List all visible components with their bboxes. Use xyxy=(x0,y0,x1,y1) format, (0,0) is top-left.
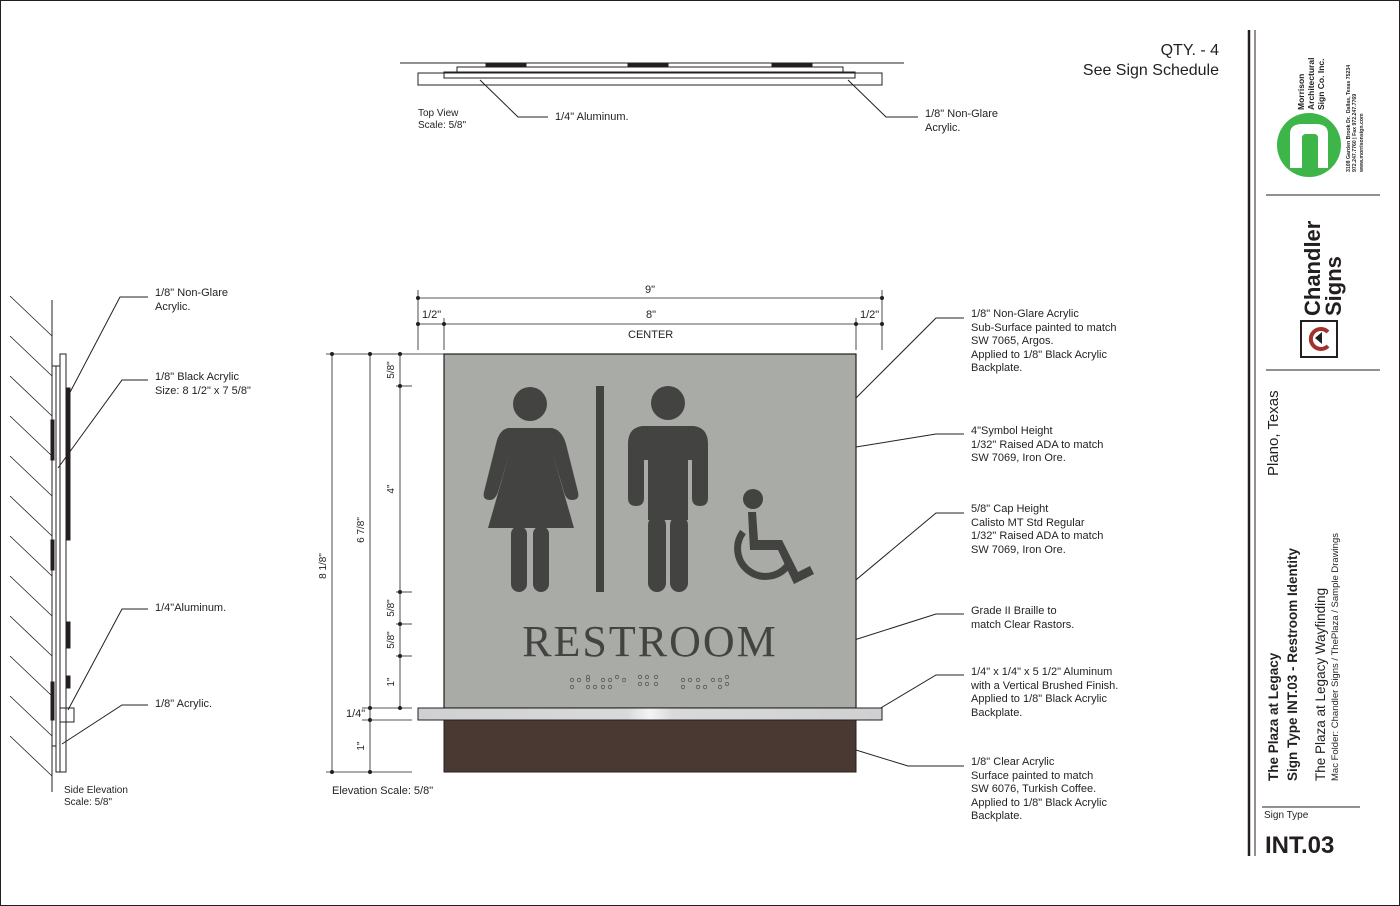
side-elevation-drawing xyxy=(10,296,148,792)
top-view-acrylic-label: 1/8" Non-Glare Acrylic. xyxy=(925,108,998,134)
location: Plano, Texas xyxy=(1265,390,1282,476)
dim-inner: 8" xyxy=(646,309,657,321)
side-callout-aluminum: 1/4"Aluminum. xyxy=(155,602,227,614)
dim-top-margin: 5/8" xyxy=(386,361,397,379)
side-elevation-title: Side Elevation Scale: 5/8" xyxy=(64,785,128,808)
top-view-aluminum-label: 1/4" Aluminum. xyxy=(555,111,629,123)
dim-width-total: 9" xyxy=(645,284,656,296)
sign-elevation xyxy=(418,354,882,772)
morrison-logo-icon xyxy=(1276,112,1342,178)
side-callout-black-acrylic: 1/8" Black Acrylic Size: 8 1/2" x 7 5/8" xyxy=(155,371,251,397)
project-line2: Sign Type INT.03 - Restroom Identity xyxy=(1285,547,1300,781)
morrison-address: 3108 Garden Brook Dr. Dallas, Texas 75234 972.247.7760 | Fax 972.247.7769 www.morrisonsign.com xyxy=(1346,64,1365,172)
restroom-text: RESTROOM xyxy=(522,617,778,666)
project-line1: The Plaza at Legacy xyxy=(1266,652,1281,781)
callout-base: 1/8" Clear Acrylic Surface painted to match SW 6076, Turkish Coffee. Applied to 1/8" Black Acrylic Backplate. xyxy=(971,756,1107,823)
elevation-scale: Elevation Scale: 5/8" xyxy=(332,785,434,797)
dim-gap: 5/8" xyxy=(386,599,397,617)
dim-bar: 1/4" xyxy=(346,708,366,720)
callout-cap-height: 5/8" Cap Height Calisto MT Std Regular 1/32" Raised ADA to match SW 7069, Iron Ore. xyxy=(971,503,1104,556)
chandler-name: Chandler Signs xyxy=(1300,220,1346,316)
dim-margin-right: 1/2" xyxy=(860,309,880,321)
callout-aluminum-bar: 1/4" x 1/4" x 5 1/2" Aluminum with a Vertical Brushed Finish. Applied to 1/8" Black Acrylic Backplate. xyxy=(971,666,1119,719)
schedule-text: See Sign Schedule xyxy=(1082,62,1219,79)
dim-center: CENTER xyxy=(628,329,674,341)
coffee-base xyxy=(444,720,856,772)
dim-cap: 5/8" xyxy=(386,631,397,649)
callout-symbol: 4"Symbol Height 1/32" Raised ADA to match SW 7069, Iron Ore. xyxy=(971,425,1104,465)
divider-bar xyxy=(596,386,604,592)
qty-text: QTY. - 4 xyxy=(1160,42,1219,59)
dim-height-total: 8 1/8" xyxy=(318,553,329,579)
project-line4: Mac Folder: Chandler Signs / ThePlaza / Sample Drawings xyxy=(1330,533,1341,781)
chandler-logo-icon xyxy=(1300,320,1340,360)
sign-type-label: Sign Type xyxy=(1264,810,1309,821)
dim-bottom: 1" xyxy=(386,677,397,687)
dim-margin-left: 1/2" xyxy=(422,309,442,321)
dim-height-upper: 6 7/8" xyxy=(356,517,367,543)
top-view-drawing xyxy=(400,63,918,117)
side-callout-acrylic: 1/8" Acrylic. xyxy=(155,698,213,710)
morrison-company-name: Morrison Architectural Sign Co. Inc. xyxy=(1296,57,1326,110)
project-line3: The Plaza at Legacy Wayfinding xyxy=(1313,587,1328,781)
callout-braille: Grade II Braille to match Clear Rastors. xyxy=(971,605,1075,631)
dim-symbol: 4" xyxy=(386,484,397,494)
sign-type-value: INT.03 xyxy=(1265,832,1335,859)
callout-face-acrylic: 1/8" Non-Glare Acrylic Sub-Surface painted to match SW 7065, Argos. Applied to 1/8" Black Acrylic Backplate. xyxy=(971,308,1117,375)
aluminum-bar xyxy=(418,708,882,720)
top-view-title: Top View Scale: 5/8" xyxy=(418,108,467,131)
side-callout-nonglare: 1/8" Non-Glare Acrylic. xyxy=(155,287,228,313)
dim-base: 1" xyxy=(356,741,367,751)
